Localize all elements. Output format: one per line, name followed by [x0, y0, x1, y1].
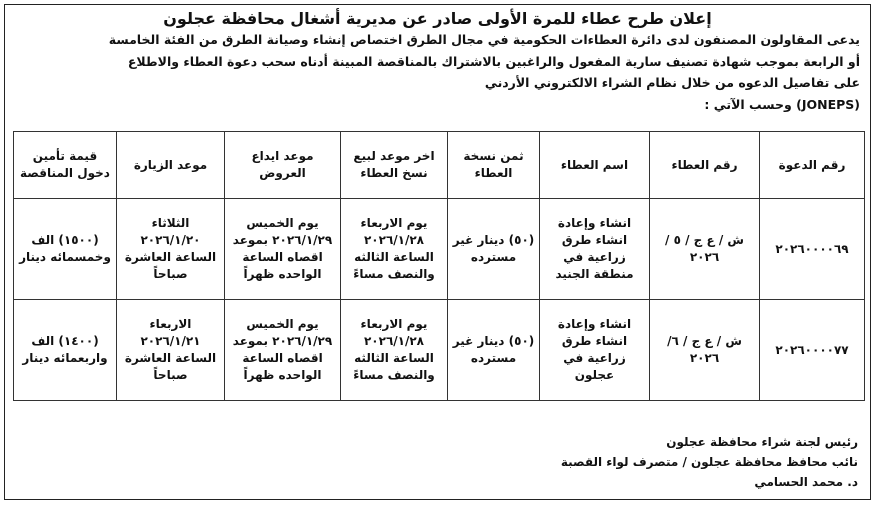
intro-line: (JONEPS) وحسب الآتي : — [704, 96, 860, 112]
cell-tender-name: انشاء وإعادة انشاء طرق زراعية في عجلون — [540, 300, 650, 401]
cell-bid-bond: (١٥٠٠) الف وخمسمائه دينار — [14, 199, 117, 300]
header-submission-date: موعد ايداع العروض — [225, 132, 341, 199]
cell-tender-number: ش / ع ج / ٦/ ٢٠٢٦ — [650, 300, 760, 401]
cell-invitation-number: ٢٠٢٦٠٠٠٠٧٧ — [760, 300, 865, 401]
announcement-intro — [5, 29, 870, 115]
header-tender-name: اسم العطاء — [540, 132, 650, 199]
announcement-title: إعلان طرح عطاء للمرة الأولى صادر عن مديرية أشغال محافظة عجلون — [163, 9, 712, 28]
cell-submission-date: يوم الخميس ٢٠٢٦/١/٢٩ بموعد اقصاه الساعة الواحده ظهراً — [225, 300, 341, 401]
signature-line: رئيس لجنة شراء محافظة عجلون — [666, 435, 858, 449]
cell-tender-number: ش / ع ج / ٥ / ٢٠٢٦ — [650, 199, 760, 300]
intro-line: يدعى المقاولون المصنفون لدى دائرة العطاءات الحكومية في مجال الطرق اختصاص إنشاء وصيانة الطرق من الفئة الخامسة — [108, 32, 860, 47]
cell-visit-date: الاربعاء ٢٠٢٦/١/٢١ الساعة العاشرة صباحاً — [117, 300, 225, 401]
signature-line: نائب محافظ محافظة عجلون / متصرف لواء القصبة — [560, 455, 858, 469]
header-tender-number: رقم العطاء — [650, 132, 760, 199]
cell-submission-date: يوم الخميس ٢٠٢٦/١/٢٩ بموعد اقصاه الساعة الواحده ظهراً — [225, 199, 341, 300]
header-copy-price: ثمن نسخة العطاء — [448, 132, 540, 199]
header-visit-date: موعد الزيارة — [117, 132, 225, 199]
cell-invitation-number: ٢٠٢٦٠٠٠٠٦٩ — [760, 199, 865, 300]
signature-block — [561, 432, 858, 492]
header-last-sale-date: اخر موعد لبيع نسخ العطاء — [341, 132, 448, 199]
cell-copy-price: (٥٠) دينار غير مسترده — [448, 300, 540, 401]
cell-tender-name: انشاء وإعادة انشاء طرق زراعية في منطقة الجنيد — [540, 199, 650, 300]
intro-line: أو الرابعة بموجب شهادة تصنيف سارية المفعول والراغبين بالاشتراك بالمناقصة المبينة أدناه سحب دعوة العطاء والاطلاع — [127, 53, 860, 69]
table-row — [14, 199, 865, 300]
cell-last-sale-date: يوم الاربعاء ٢٠٢٦/١/٢٨ الساعة الثالثه والنصف مساءً — [341, 300, 448, 401]
cell-bid-bond: (١٤٠٠) الف واربعمائه دينار — [14, 300, 117, 401]
header-invitation-number: رقم الدعوة — [760, 132, 865, 199]
tenders-table — [13, 131, 865, 401]
table-row — [14, 300, 865, 401]
signature-line: د. محمد الحسامي — [754, 475, 858, 489]
announcement-frame — [4, 4, 871, 500]
intro-line: على تفاصيل الدعوه من خلال نظام الشراء الالكتروني الأردني — [484, 75, 860, 90]
cell-last-sale-date: يوم الاربعاء ٢٠٢٦/١/٢٨ الساعة الثالثه والنصف مساءً — [341, 199, 448, 300]
cell-copy-price: (٥٠) دينار غير مسترده — [448, 199, 540, 300]
cell-visit-date: الثلاثاء ٢٠٢٦/١/٢٠ الساعة العاشرة صباحاً — [117, 199, 225, 300]
table-header-row — [14, 132, 865, 199]
header-bid-bond: قيمة تأمين دخول المناقصة — [14, 132, 117, 199]
